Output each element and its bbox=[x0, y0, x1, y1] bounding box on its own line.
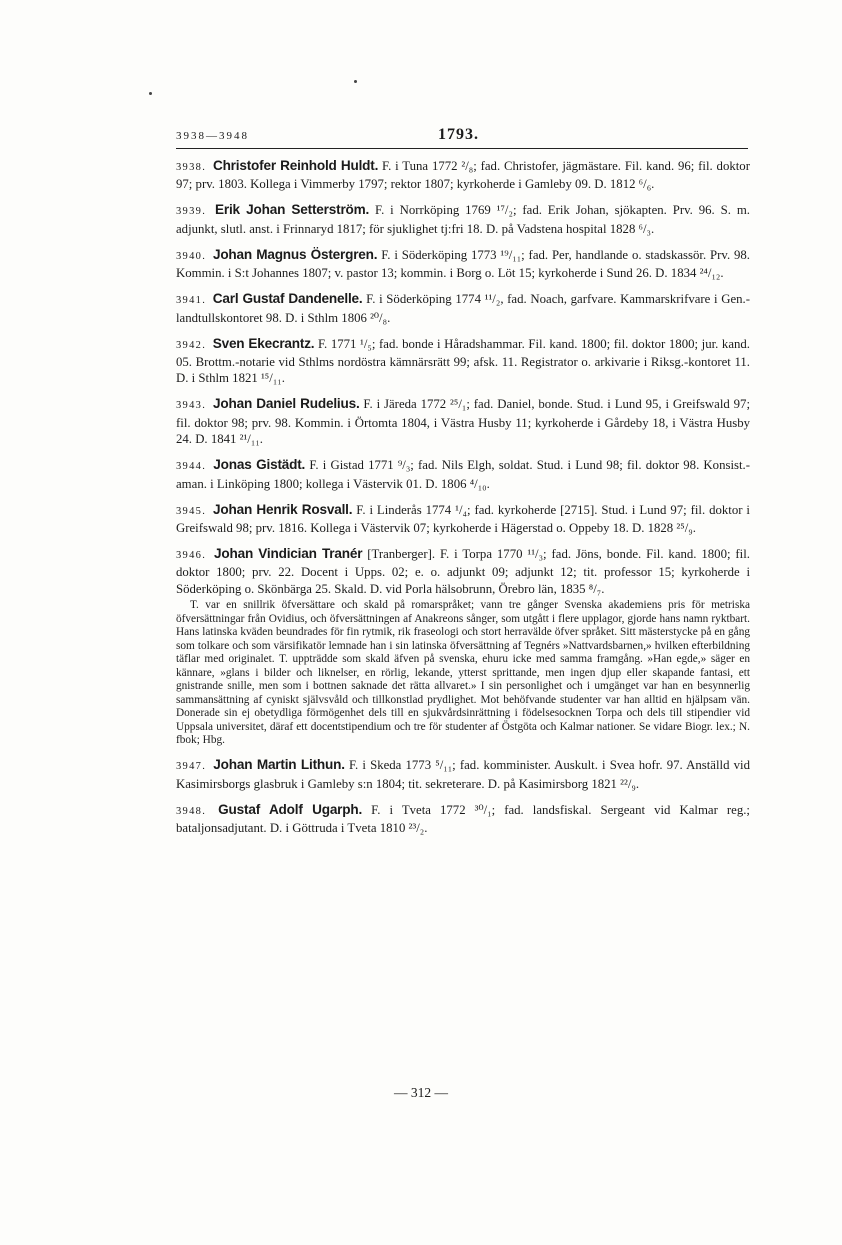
person-name: Johan Martin Lithun. bbox=[213, 757, 345, 773]
entry-3938: 3938. Christofer Reinhold Huldt. F. i Tuna 1772 ²/₈; fad. Christofer, jägmästare. Fil. kand. 96; fil. doktor 97; prv. 1803. Kollega i Vimmerby 1797; rektor 1807; kyrkoherde i Gamleby 09. D. 1812 ⁶/₆. bbox=[176, 158, 750, 192]
entry-3945: 3945. Johan Henrik Rosvall. F. i Linderås 1774 ¹/₄; fad. kyrkoherde [2715]. Stud. i Lund 97; fil. doktor i Greifswald 98; prv. 1816. Kollega i Västervik 07; kyrkoherde i Hägerstad o. Oppeby 18. D. 1828 ²⁵/₉. bbox=[176, 501, 750, 536]
entry-3948: 3948. Gustaf Adolf Ugarph. F. i Tveta 1772 ³⁰/₁; fad. landsfiskal. Sergeant vid Kalmar reg.; bataljonsadjutant. D. i Göttruda i Tveta 1810 ²³/₂. bbox=[176, 801, 750, 836]
stray-mark bbox=[354, 80, 357, 83]
stray-mark bbox=[149, 92, 152, 95]
person-name: Johan Magnus Östergren. bbox=[212, 246, 378, 262]
entry-3947: 3947. Johan Martin Lithun. F. i Skeda 1773 ⁵/₁₁; fad. komminister. Auskult. i Svea hofr. 97. Anställd vid Kasimirsborgs glasbruk i Gamleby s:n 1804; tit. sekreterare. D. på Kasimirsborg 1821 ²²/₉. bbox=[176, 757, 750, 791]
page-header bbox=[176, 128, 748, 149]
entry-3941: 3941. Carl Gustaf Dandenelle. F. i Söderköping 1774 ¹¹/₂, fad. Noach, garfvare. Kammarskrifvare i Gen.-landtullskontoret 98. D. i Sthlm 1806 ²⁰/₈. bbox=[176, 291, 751, 325]
entry-text: F. i Söderköping 1773 ¹⁹/₁₁; fad. Per, handlande o. stadskassör. Prv. 98. Kommin. i S:t Johannes 1807; v. pastor 13; kommin. i Borg o. Löt 15; kyrkoherde i Sund 26. D. 1834 ²⁴/₁₂. bbox=[176, 247, 750, 281]
person-name: Sven Ekecrantz. bbox=[212, 335, 315, 351]
entry-text: F. 1771 ¹/₅; fad. bonde i Håradshammar. Fil. kand. 1800; fil. doktor 1800; jur. kand. 05. Brottm.-notarie vid Sthlms nordöstra kämnärsrätt 99; afsk. 11. Registrator o. arkivarie i Riksg.-kontoret 11. D. i Sthlm 1821 ¹⁵/₁₁. bbox=[176, 336, 750, 386]
entry-range: 3938—3948 bbox=[176, 130, 249, 142]
entry-text: F. i Söderköping 1774 ¹¹/₂, fad. Noach, garfvare. Kammarskrifvare i Gen.-landtullskontoret 98. D. i Sthlm 1806 ²⁰/₈. bbox=[176, 292, 751, 325]
entry-3939: 3939. Erik Johan Setterström. F. i Norrköping 1769 ¹⁷/₂; fad. Erik Johan, sjökapten. Prv. 96. S. m. adjunkt, slutl. anst. i Frinnaryd 1817; för sjuklighet tj:fri 18. D. på Vadstena hospital 1828 ⁶/₃. bbox=[176, 202, 750, 236]
entry-3946: 3946. Johan Vindician Tranér [Tranberger]. F. i Torpa 1770 ¹¹/₃; fad. Jöns, bonde. Fil. kand. 1800; fil. doktor 1800; prv. 22. Docent i Upps. 02; e. o. adjunkt 09; adjunkt 12; tit. professor 15; kyrkoherde i Söderköping o. Skönbärga 25. Skald. D. vid Porla hälsobrunn, Örebro län, 1835 ⁸/₇. bbox=[176, 546, 750, 596]
entry-text: F. i Tuna 1772 ²/₈; fad. Christofer, jägmästare. Fil. kand. 96; fil. doktor 97; prv. 1803. Kollega i Vimmerby 1797; rektor 1807; kyrkoherde i Gamleby 09. D. 1812 ⁶/₆. bbox=[176, 159, 750, 192]
entry-text: F. i Linderås 1774 ¹/₄; fad. kyrkoherde [2715]. Stud. i Lund 97; fil. doktor i Greifswald 98; prv. 1816. Kollega i Västervik 07; kyrkoherde i Hägerstad o. Oppeby 18. D. 1828 ²⁵/₉. bbox=[176, 502, 750, 536]
person-name: Erik Johan Setterström. bbox=[215, 202, 370, 218]
entry-3944: 3944. Jonas Gistädt. F. i Gistad 1771 ⁹/₃; fad. Nils Elgh, soldat. Stud. i Lund 98; fil. doktor 98. Konsist.-aman. i Linköping 1800; kollega i Västervik 01. D. 1806 ⁴/₁₀. bbox=[176, 457, 751, 491]
entry-3943: 3943. Johan Daniel Rudelius. F. i Järeda 1772 ²⁵/₁; fad. Daniel, bonde. Stud. i Lund 95, i Greifswald 97; fil. doktor 98; prv. 98. Kommin. i Örtomta 1804, i Västra Husby 11; kyrkoherde i Gårdeby 18, i Västra Husby 24. D. 1841 ²¹/₁₁. bbox=[176, 396, 750, 447]
entry-text: [Tranberger]. F. i Torpa 1770 ¹¹/₃; fad. Jöns, bonde. Fil. kand. 1800; fil. doktor 1800; prv. 22. Docent i Upps. 02; e. o. adjunkt 09; adjunkt 12; tit. professor 15; kyrkoherde i Söderköping o. Skönbärga 25. Skald. D. vid Porla hälsobrunn, Örebro län, 1835 ⁸/₇. bbox=[176, 547, 750, 596]
person-name: Christofer Reinhold Huldt. bbox=[212, 158, 379, 173]
person-name: Johan Daniel Rudelius. bbox=[213, 396, 360, 412]
entry-text: F. i Gistad 1771 ⁹/₃; fad. Nils Elgh, soldat. Stud. i Lund 98; fil. doktor 98. Konsist.-aman. i Linköping 1800; kollega i Västervik 01. D. 1806 ⁴/₁₀. bbox=[176, 458, 751, 491]
header-year: 1793. bbox=[438, 126, 479, 143]
person-name: Johan Henrik Rosvall. bbox=[213, 501, 353, 517]
entry-text: F. i Skeda 1773 ⁵/₁₁; fad. komminister. Auskult. i Svea hofr. 97. Anställd vid Kasimirsborgs glasbruk i Gamleby s:n 1804; tit. sekreterare. D. på Kasimirsborg 1821 ²²/₉. bbox=[176, 758, 750, 791]
entries-column bbox=[176, 158, 750, 846]
person-name: Johan Vindician Tranér bbox=[214, 546, 363, 562]
person-name: Jonas Gistädt. bbox=[213, 457, 306, 473]
biography-note: T. var en snillrik öfversättare och skald på romarspråket; vann tre gånger Svenska akademiens pris för metriska öfversättningar från Ovidius, och öfversättningen af Anakreons sånger, som utgått i flere upplagor, gjorde hans namn ryktbart. Hans latinska kväden beundrades för fin rytmik, rik fraseologi och stort herravälde öfver språket. Sitt mästerstycke på en gång som tolkare och som värsifikatör lemnade han i sin latinska öfversättning af Tegnérs »Nattvardsbarnen,» hvilken efterbildning täflar med originalet. T. uppträdde som skald äfven på svenska, ehuru icke med samma framgång. »Han egde,» säger en kännare, »glans i bilder och liknelser, en rörlig, lekande, ytterst sprittande, men ingen djup eller skapande fantasi, ett gnistrande snille, men som i bottnen saknade det rätta allvaret.» I sin personlighet och i umgänget var han en besynnerlig sammansättning af cyniskt självsvåld och tillkonstlad prydlighet. Mot behöfvande studenter var han alltid en hjälpsam vän. Donerade sin ej obetydliga förmögenhet dels till en sjukvårdsinrättning i födelsesocknen Torpa och dels till stipendier vid Uppsala universitet, däraf ett docentstipendium och tre för studenter af Östgöta och Kalmar nationer. Se vidare Biogr. lex.; N. fbok; Hbg. bbox=[176, 599, 750, 747]
entry-3942: 3942. Sven Ekecrantz. F. 1771 ¹/₅; fad. bonde i Håradshammar. Fil. kand. 1800; fil. doktor 1800; jur. kand. 05. Brottm.-notarie vid Sthlms nordöstra kämnärsrätt 99; afsk. 11. Registrator o. arkivarie i Riksg.-kontoret 11. D. i Sthlm 1821 ¹⁵/₁₁. bbox=[176, 335, 750, 386]
entry-text: F. i Tveta 1772 ³⁰/₁; fad. landsfiskal. Sergeant vid Kalmar reg.; bataljonsadjutant. D. i Göttruda i Tveta 1810 ²³/₂. bbox=[176, 802, 750, 836]
page-number: — 312 — bbox=[394, 1085, 448, 1100]
entry-3940: 3940. Johan Magnus Östergren. F. i Söderköping 1773 ¹⁹/₁₁; fad. Per, handlande o. stadskassör. Prv. 98. Kommin. i S:t Johannes 1807; v. pastor 13; kommin. i Borg o. Löt 15; kyrkoherde i Sund 26. D. 1834 ²⁴/₁₂. bbox=[176, 246, 750, 281]
person-name: Gustaf Adolf Ugarph. bbox=[218, 801, 363, 817]
entry-text: F. i Järeda 1772 ²⁵/₁; fad. Daniel, bonde. Stud. i Lund 95, i Greifswald 97; fil. doktor 98; prv. 98. Kommin. i Örtomta 1804, i Västra Husby 11; kyrkoherde i Gårdeby 18, i Västra Husby 24. D. 1841 ²¹/₁₁. bbox=[176, 397, 750, 447]
entry-text: F. i Norrköping 1769 ¹⁷/₂; fad. Erik Johan, sjökapten. Prv. 96. S. m. adjunkt, slutl. anst. i Frinnaryd 1817; för sjuklighet tj:fri 18. D. på Vadstena hospital 1828 ⁶/₃. bbox=[176, 203, 750, 236]
person-name: Carl Gustaf Dandenelle. bbox=[212, 291, 363, 307]
